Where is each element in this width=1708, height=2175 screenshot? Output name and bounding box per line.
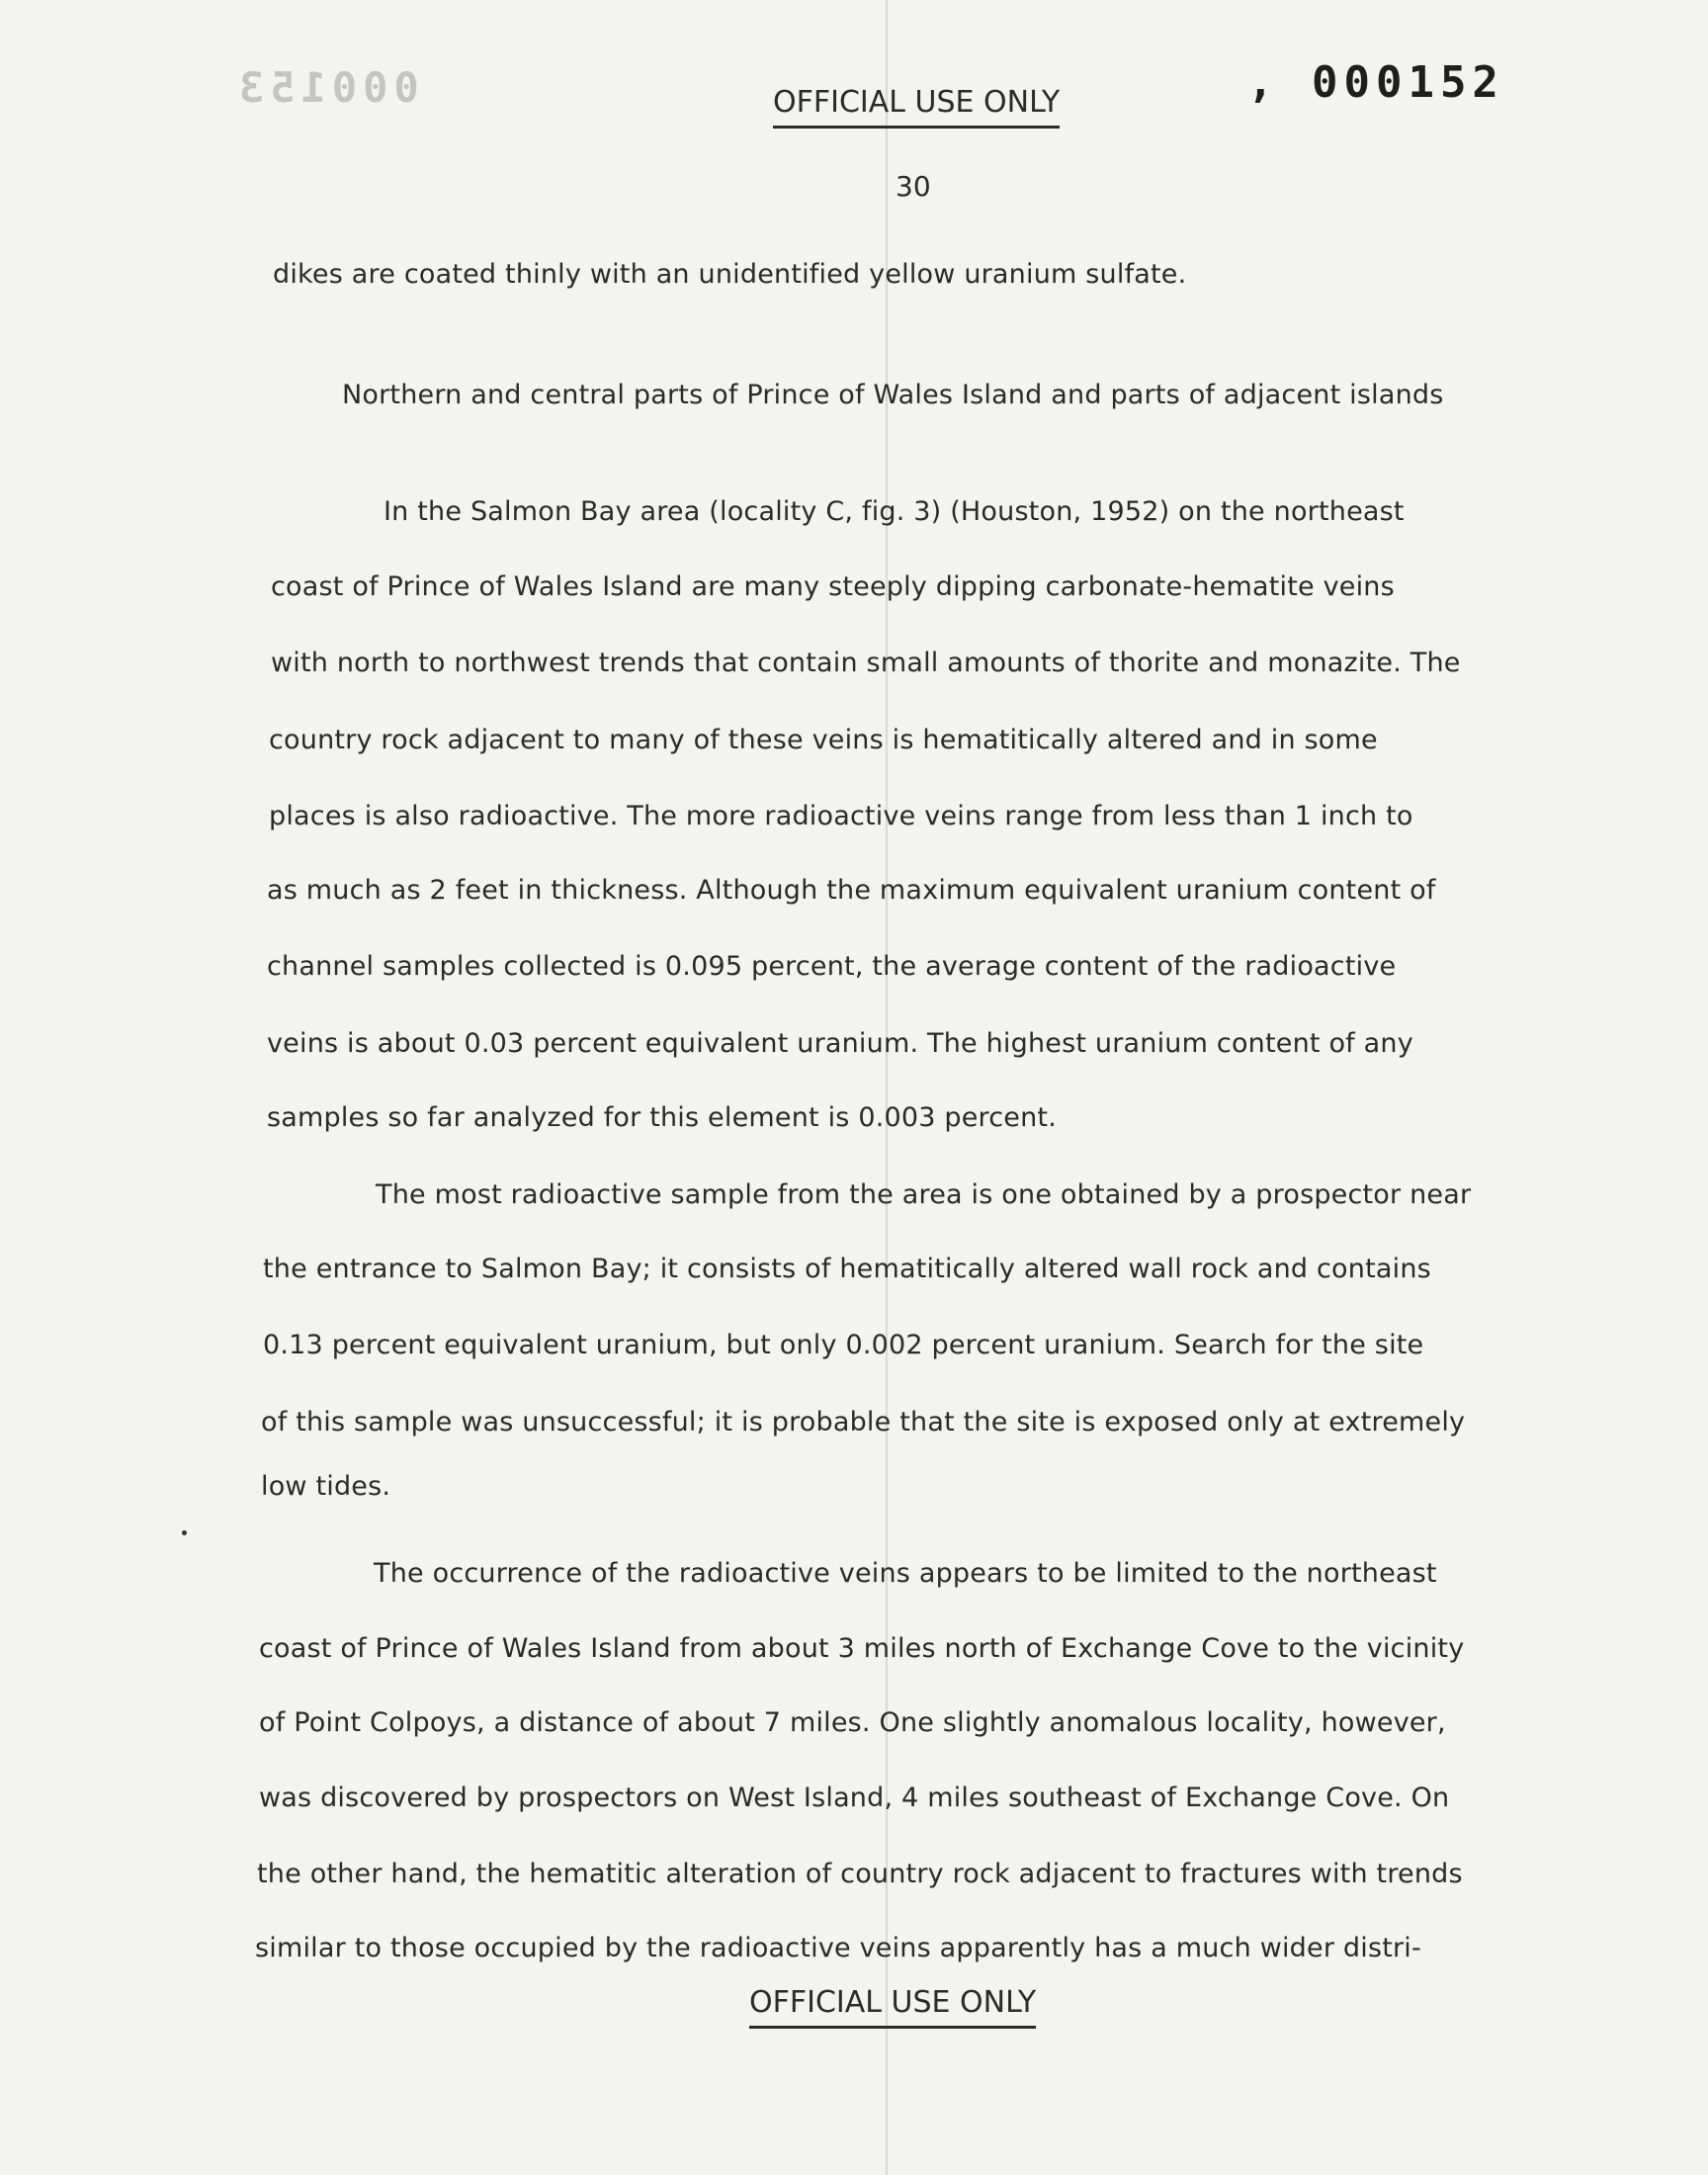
section-heading: Northern and central parts of Prince of Wales Island and parts of adjacent islands xyxy=(342,380,1444,410)
text-line: The most radioactive sample from the area is one obtained by a prospector near xyxy=(376,1179,1472,1210)
text-line: dikes are coated thinly with an unidentified yellow uranium sulfate. xyxy=(273,259,1187,290)
text-line: The occurrence of the radioactive veins appears to be limited to the northeast xyxy=(374,1558,1437,1589)
text-line: similar to those occupied by the radioactive veins apparently has a much wider distri- xyxy=(255,1933,1421,1963)
text-line: the other hand, the hematitic alteration of country rock adjacent to fractures with trends xyxy=(257,1859,1463,1889)
text-line: was discovered by prospectors on West Island, 4 miles southeast of Exchange Cove. On xyxy=(259,1783,1450,1813)
text-line: coast of Prince of Wales Island from about 3 miles north of Exchange Cove to the vicinity xyxy=(259,1633,1465,1664)
document-number: , 000152 xyxy=(1247,57,1504,108)
text-line: 0.13 percent equivalent uranium, but only 0.002 percent uranium. Search for the site xyxy=(263,1330,1424,1360)
text-line: places is also radioactive. The more radioactive veins range from less than 1 inch to xyxy=(269,801,1413,831)
text-line: country rock adjacent to many of these veins is hematitically altered and in some xyxy=(269,725,1378,755)
page-number: 30 xyxy=(896,170,931,203)
text-line: samples so far analyzed for this element is 0.003 percent. xyxy=(267,1102,1058,1133)
page-fold-line xyxy=(886,0,888,2175)
text-line: of this sample was unsuccessful; it is probable that the site is exposed only at extremely xyxy=(261,1407,1466,1437)
bleed-through-number: 000153 xyxy=(233,63,419,112)
footer-security-marking: OFFICIAL USE ONLY xyxy=(749,1985,1036,2029)
text-line: as much as 2 feet in thickness. Although the maximum equivalent uranium content of xyxy=(267,875,1436,906)
text-line: the entrance to Salmon Bay; it consists of hematitically altered wall rock and contains xyxy=(263,1254,1431,1284)
text-line: veins is about 0.03 percent equivalent uranium. The highest uranium content of any xyxy=(267,1028,1413,1059)
text-line: of Point Colpoys, a distance of about 7 miles. One slightly anomalous locality, however, xyxy=(259,1707,1446,1738)
text-line: coast of Prince of Wales Island are many steeply dipping carbonate-hematite veins xyxy=(271,571,1395,602)
text-line: channel samples collected is 0.095 percent, the average content of the radioactive xyxy=(267,951,1397,982)
header-security-marking: OFFICIAL USE ONLY xyxy=(773,85,1060,129)
text-line: with north to northwest trends that contain small amounts of thorite and monazite. The xyxy=(271,648,1461,678)
scan-speck xyxy=(182,1530,187,1535)
text-line: In the Salmon Bay area (locality C, fig. 3) (Houston, 1952) on the northeast xyxy=(384,496,1405,527)
text-line: low tides. xyxy=(261,1471,391,1502)
